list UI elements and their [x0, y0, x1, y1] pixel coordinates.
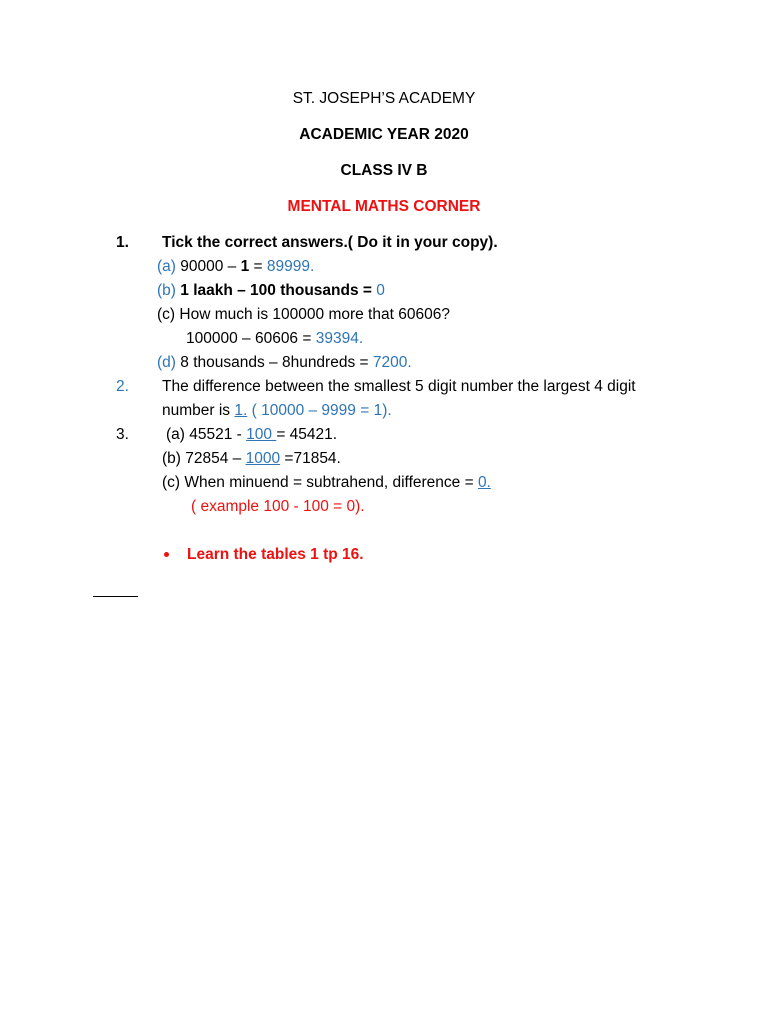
q1-d [157, 353, 412, 373]
q3-number: 3. [116, 426, 129, 443]
class-name: CLASS IV B [340, 162, 428, 179]
q3-a-post: = 45421. [276, 426, 338, 443]
q3-c-pre: When minuend = subtrahend, difference = [184, 474, 478, 491]
q3-a [166, 425, 337, 445]
q3-b-post: =71854. [280, 450, 341, 467]
q3-a-pre: 45521 - [189, 426, 247, 443]
q2-line2 [162, 401, 392, 421]
q1-a-label: (a) [157, 258, 176, 275]
section-title: MENTAL MATHS CORNER [287, 198, 481, 215]
q2-explanation: ( 10000 – 9999 = 1). [247, 402, 392, 419]
q2-answer: 1. [234, 402, 248, 419]
q3-b-label: (b) [162, 450, 181, 467]
q3-b-answer: 1000 [245, 450, 281, 467]
q1-b [157, 281, 385, 301]
q1-a-expr-pre: 90000 – [180, 258, 241, 275]
q2-number: 2. [116, 378, 129, 395]
academic-year: ACADEMIC YEAR 2020 [299, 126, 469, 143]
q1-d-answer: 7200. [372, 354, 412, 371]
q1-a [157, 257, 314, 277]
q1-c-answer: 39394. [315, 330, 364, 347]
q3-a-label: (a) [166, 426, 185, 443]
q1-c-working [186, 329, 363, 349]
bullet-icon [164, 552, 169, 557]
q1-a-expr-bold: 1 [240, 258, 250, 275]
q1-c-label: (c) [157, 306, 176, 323]
footnote-separator [93, 596, 138, 597]
q1-d-expr: 8 thousands – 8hundreds = [180, 354, 373, 371]
q1-number: 1. [116, 234, 129, 251]
q1-c-expr: 100000 – 60606 = [186, 330, 316, 347]
q1-a-answer: 89999. [266, 258, 315, 275]
q3-a-answer: 100 [246, 426, 277, 443]
q3-b-pre: 72854 – [185, 450, 246, 467]
q1-instruction: Tick the correct answers.( Do it in your copy). [162, 234, 498, 251]
q3-c-label: (c) [162, 474, 181, 491]
q3-c-answer: 0. [477, 474, 491, 491]
q3-c [162, 473, 491, 493]
q3-b [162, 449, 341, 469]
school-name: ST. JOSEPH’S ACADEMY [292, 90, 476, 107]
q1-c [157, 305, 450, 325]
q1-d-label: (d) [157, 354, 176, 371]
q1-a-expr-post: = [249, 258, 267, 275]
q1-c-question: How much is 100000 more that 60606? [179, 306, 450, 323]
q1-b-answer: 0 [376, 282, 385, 299]
tables-note: Learn the tables 1 tp 16. [187, 546, 364, 563]
q1-b-expr: 1 laakh – 100 thousands = [180, 282, 377, 299]
q1-b-label: (b) [157, 282, 176, 299]
q3-example: ( example 100 - 100 = 0). [191, 498, 365, 515]
q2-line2-pre: number is [162, 402, 235, 419]
q2-line1: The difference between the smallest 5 digit number the largest 4 digit [162, 378, 636, 395]
